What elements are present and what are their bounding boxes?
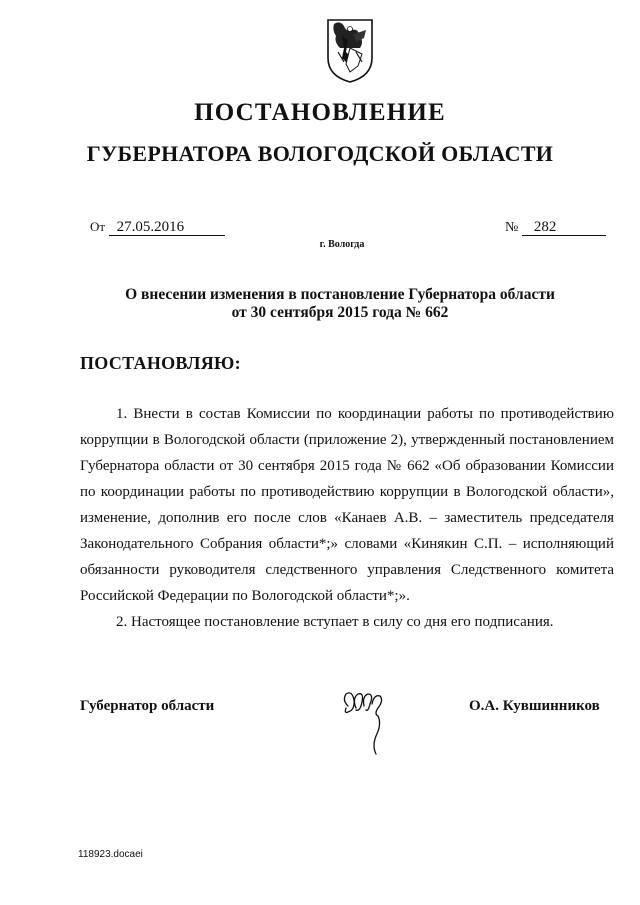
document-date: 27.05.2016 [109, 219, 225, 236]
file-reference: 118923.docaei [78, 849, 143, 860]
coat-of-arms-icon [326, 18, 374, 84]
document-number: 282 [522, 219, 606, 236]
document-body [80, 401, 614, 635]
date-row [90, 219, 225, 236]
decree-heading: ПОСТАНОВЛЯЮ: [80, 353, 241, 373]
signature-icon [338, 684, 398, 756]
date-prefix: От [90, 219, 106, 234]
signer-position: Губернатор области [80, 698, 215, 714]
paragraph-2: 2. Настоящее постановление вступает в силу со дня его подписания. [116, 614, 554, 630]
subject-line-1: О внесении изменения в постановление Губернатора области [125, 286, 555, 303]
signer-name: О.А. Кувшинников [469, 698, 600, 714]
paragraph-1: 1. Внести в состав Комиссии по координации работы по противодействию коррупции в Вологодской области (приложение 2), утвержденный постановлением Губернатора области от 30 сентября 2015 года № 662 «Об образовании Комиссии по координации работы по противодействию коррупции в Вологодской области», изменение, дополнив его после слов «Канаев А.В. – заместитель председателя Законодательного Собрания области*;» словами «Кинякин С.П. – исполняющий обязанности руководителя следственного управления Следственного комитета Российской Федерации по Вологодской области*;». [80, 406, 614, 604]
city-label: г. Вологда [319, 239, 365, 250]
number-prefix: № [505, 220, 519, 235]
document-title: ПОСТАНОВЛЕНИЕ [194, 99, 446, 126]
subject-line-2: от 30 сентября 2015 года № 662 [231, 304, 449, 321]
document-subtitle: ГУБЕРНАТОРА ВОЛОГОДСКОЙ ОБЛАСТИ [86, 141, 554, 166]
number-row [505, 219, 606, 236]
document-subject [0, 286, 640, 322]
